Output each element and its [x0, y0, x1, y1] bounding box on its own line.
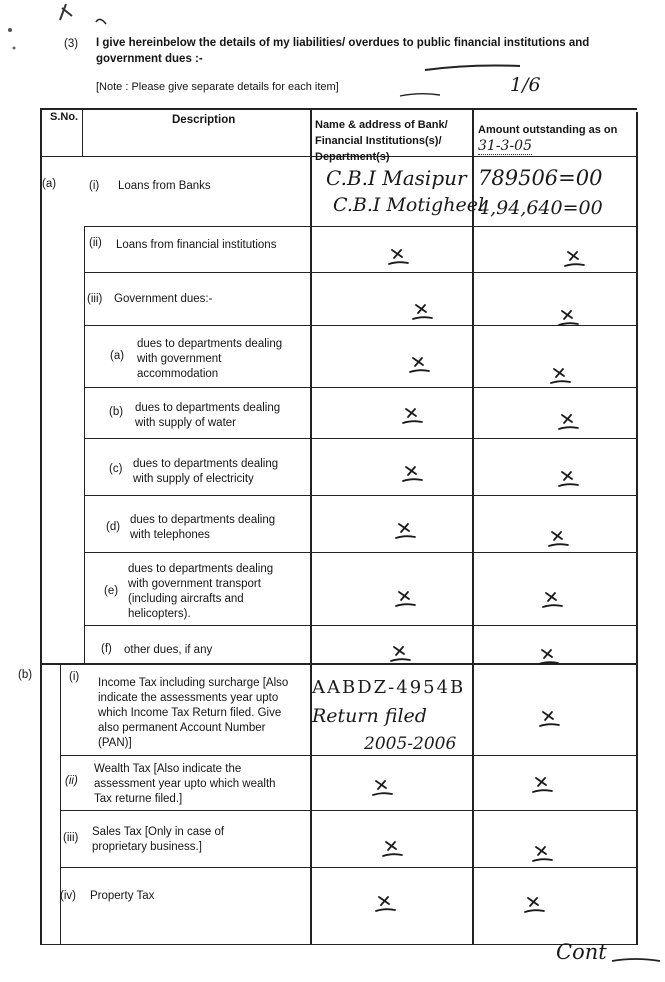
- item-f-label: other dues, if any: [124, 644, 213, 656]
- header-amount-date: 31-3-05: [478, 138, 532, 154]
- nil-cross-mark: [556, 470, 582, 492]
- item-number: (3): [64, 38, 79, 50]
- nil-cross-mark: [556, 309, 582, 331]
- item-d-number: (d): [106, 521, 121, 533]
- item-f-number: (f): [101, 643, 112, 655]
- header-amount: [478, 122, 636, 155]
- table-border-left: [40, 108, 42, 945]
- header-description: Description: [172, 114, 236, 126]
- nil-cross-mark: [373, 895, 399, 917]
- row-line-5: [84, 438, 637, 439]
- item-e-number: (e): [104, 585, 119, 597]
- page-mark: 1/6: [510, 74, 541, 96]
- section-a-label: (a): [42, 178, 57, 190]
- handwritten-year: 2005-2006: [364, 734, 457, 754]
- wealth-tax-label: Wealth Tax [Also indicate the assessment year upto which wealth Tax returne filed.]: [94, 763, 276, 805]
- income-tax-number: (i): [69, 671, 80, 683]
- item-b-number: (b): [109, 406, 124, 418]
- nil-cross-mark: [556, 413, 582, 435]
- nil-cross-mark: [410, 303, 436, 325]
- row-line-11: [60, 810, 637, 811]
- loans-banks-label: Loans from Banks: [118, 180, 211, 192]
- nil-cross-mark: [540, 591, 566, 613]
- nil-cross-mark: [537, 710, 563, 732]
- col-divider-sno: [82, 108, 83, 156]
- item-a-number: (a): [110, 350, 125, 362]
- row-line-7: [84, 552, 637, 553]
- nil-cross-mark: [522, 896, 548, 918]
- sales-tax-label: Sales Tax [Only in case of proprietary business.]: [92, 826, 225, 853]
- property-tax-number: (iv): [60, 890, 76, 902]
- gov-dues-label: Government dues:-: [114, 293, 213, 305]
- scan-artifact-marks: [0, 0, 665, 120]
- nil-cross-mark: [536, 648, 562, 670]
- item-b-label: dues to departments dealing with supply of water: [135, 402, 281, 429]
- nil-cross-mark: [530, 776, 556, 798]
- intro-text-cont: government dues :-: [96, 53, 203, 65]
- nil-cross-mark: [388, 645, 414, 667]
- col-divider-name: [310, 108, 312, 945]
- handwritten-pan: AABDZ-4954B: [312, 677, 466, 698]
- header-amount-label: Amount outstanding as on: [478, 124, 618, 136]
- nil-cross-mark: [393, 522, 419, 544]
- nil-cross-mark: [400, 465, 426, 487]
- continued-stroke: [610, 955, 665, 967]
- handwritten-return-filed: Return filed: [312, 705, 427, 727]
- item-d-label: dues to departments dealing with telephones: [130, 514, 276, 541]
- nil-cross-mark: [407, 356, 433, 378]
- handwritten-amount-2: 4,94,640=00: [478, 197, 603, 219]
- table-border-top: [40, 108, 637, 110]
- property-tax-label: Property Tax: [90, 890, 155, 902]
- gov-dues-number: (iii): [87, 293, 103, 305]
- income-tax-label: Income Tax including surcharge [Also indicate the assessments year upto which Income Tax Return filed. Give also permanent Account Number (PAN)]: [98, 677, 289, 749]
- item-c-number: (c): [109, 463, 123, 475]
- item-c-label: dues to departments dealing with supply of electricity: [133, 458, 279, 485]
- row-line-10: [60, 755, 637, 756]
- row-line-6: [84, 495, 637, 496]
- nil-cross-mark: [393, 590, 419, 612]
- row-line-12: [60, 867, 637, 868]
- continued-note: Cont: [556, 940, 607, 964]
- item-e-label: dues to departments dealing with government transport (including aircrafts and helicopters).: [128, 563, 274, 620]
- loans-fi-label: Loans from financial institutions: [116, 239, 277, 251]
- nil-cross-mark: [562, 250, 588, 272]
- handwritten-bank-2: C.B.I Motigheel: [333, 194, 485, 216]
- item-a-label: dues to departments dealing with government accommodation: [137, 338, 283, 380]
- header-sno: S.No.: [50, 111, 79, 123]
- nil-cross-mark: [546, 530, 572, 552]
- nil-cross-mark: [370, 779, 396, 801]
- row-line-8: [84, 625, 637, 626]
- loans-banks-number: (i): [89, 180, 100, 192]
- sales-tax-number: (iii): [63, 832, 79, 844]
- handwritten-amount-1: 789506=00: [478, 166, 603, 190]
- loans-fi-number: (ii): [89, 237, 102, 249]
- table-border-bottom: [40, 944, 637, 945]
- nil-cross-mark: [530, 845, 556, 867]
- table-border-right: [636, 112, 638, 945]
- row-line-1: [84, 226, 637, 227]
- col-divider-amount: [472, 110, 474, 945]
- intro-text: I give hereinbelow the details of my liabilities/ overdues to public financial institutions and: [96, 37, 590, 49]
- nil-cross-mark: [400, 407, 426, 429]
- nil-cross-mark: [548, 367, 574, 389]
- wealth-tax-number: (ii): [65, 775, 78, 787]
- header-name-address: Name & address of Bank/ Financial Institutions(s)/ Department(s): [315, 119, 448, 163]
- row-line-2: [84, 272, 637, 273]
- handwritten-bank-1: C.B.I Masipur: [326, 166, 467, 190]
- nil-cross-mark: [386, 248, 412, 270]
- section-b-label: (b): [18, 669, 33, 681]
- nil-cross-mark: [380, 840, 406, 862]
- note-text: [Note : Please give separate details for each item]: [96, 81, 339, 93]
- col-divider-subnum: [84, 226, 85, 663]
- row-line-3: [84, 325, 637, 326]
